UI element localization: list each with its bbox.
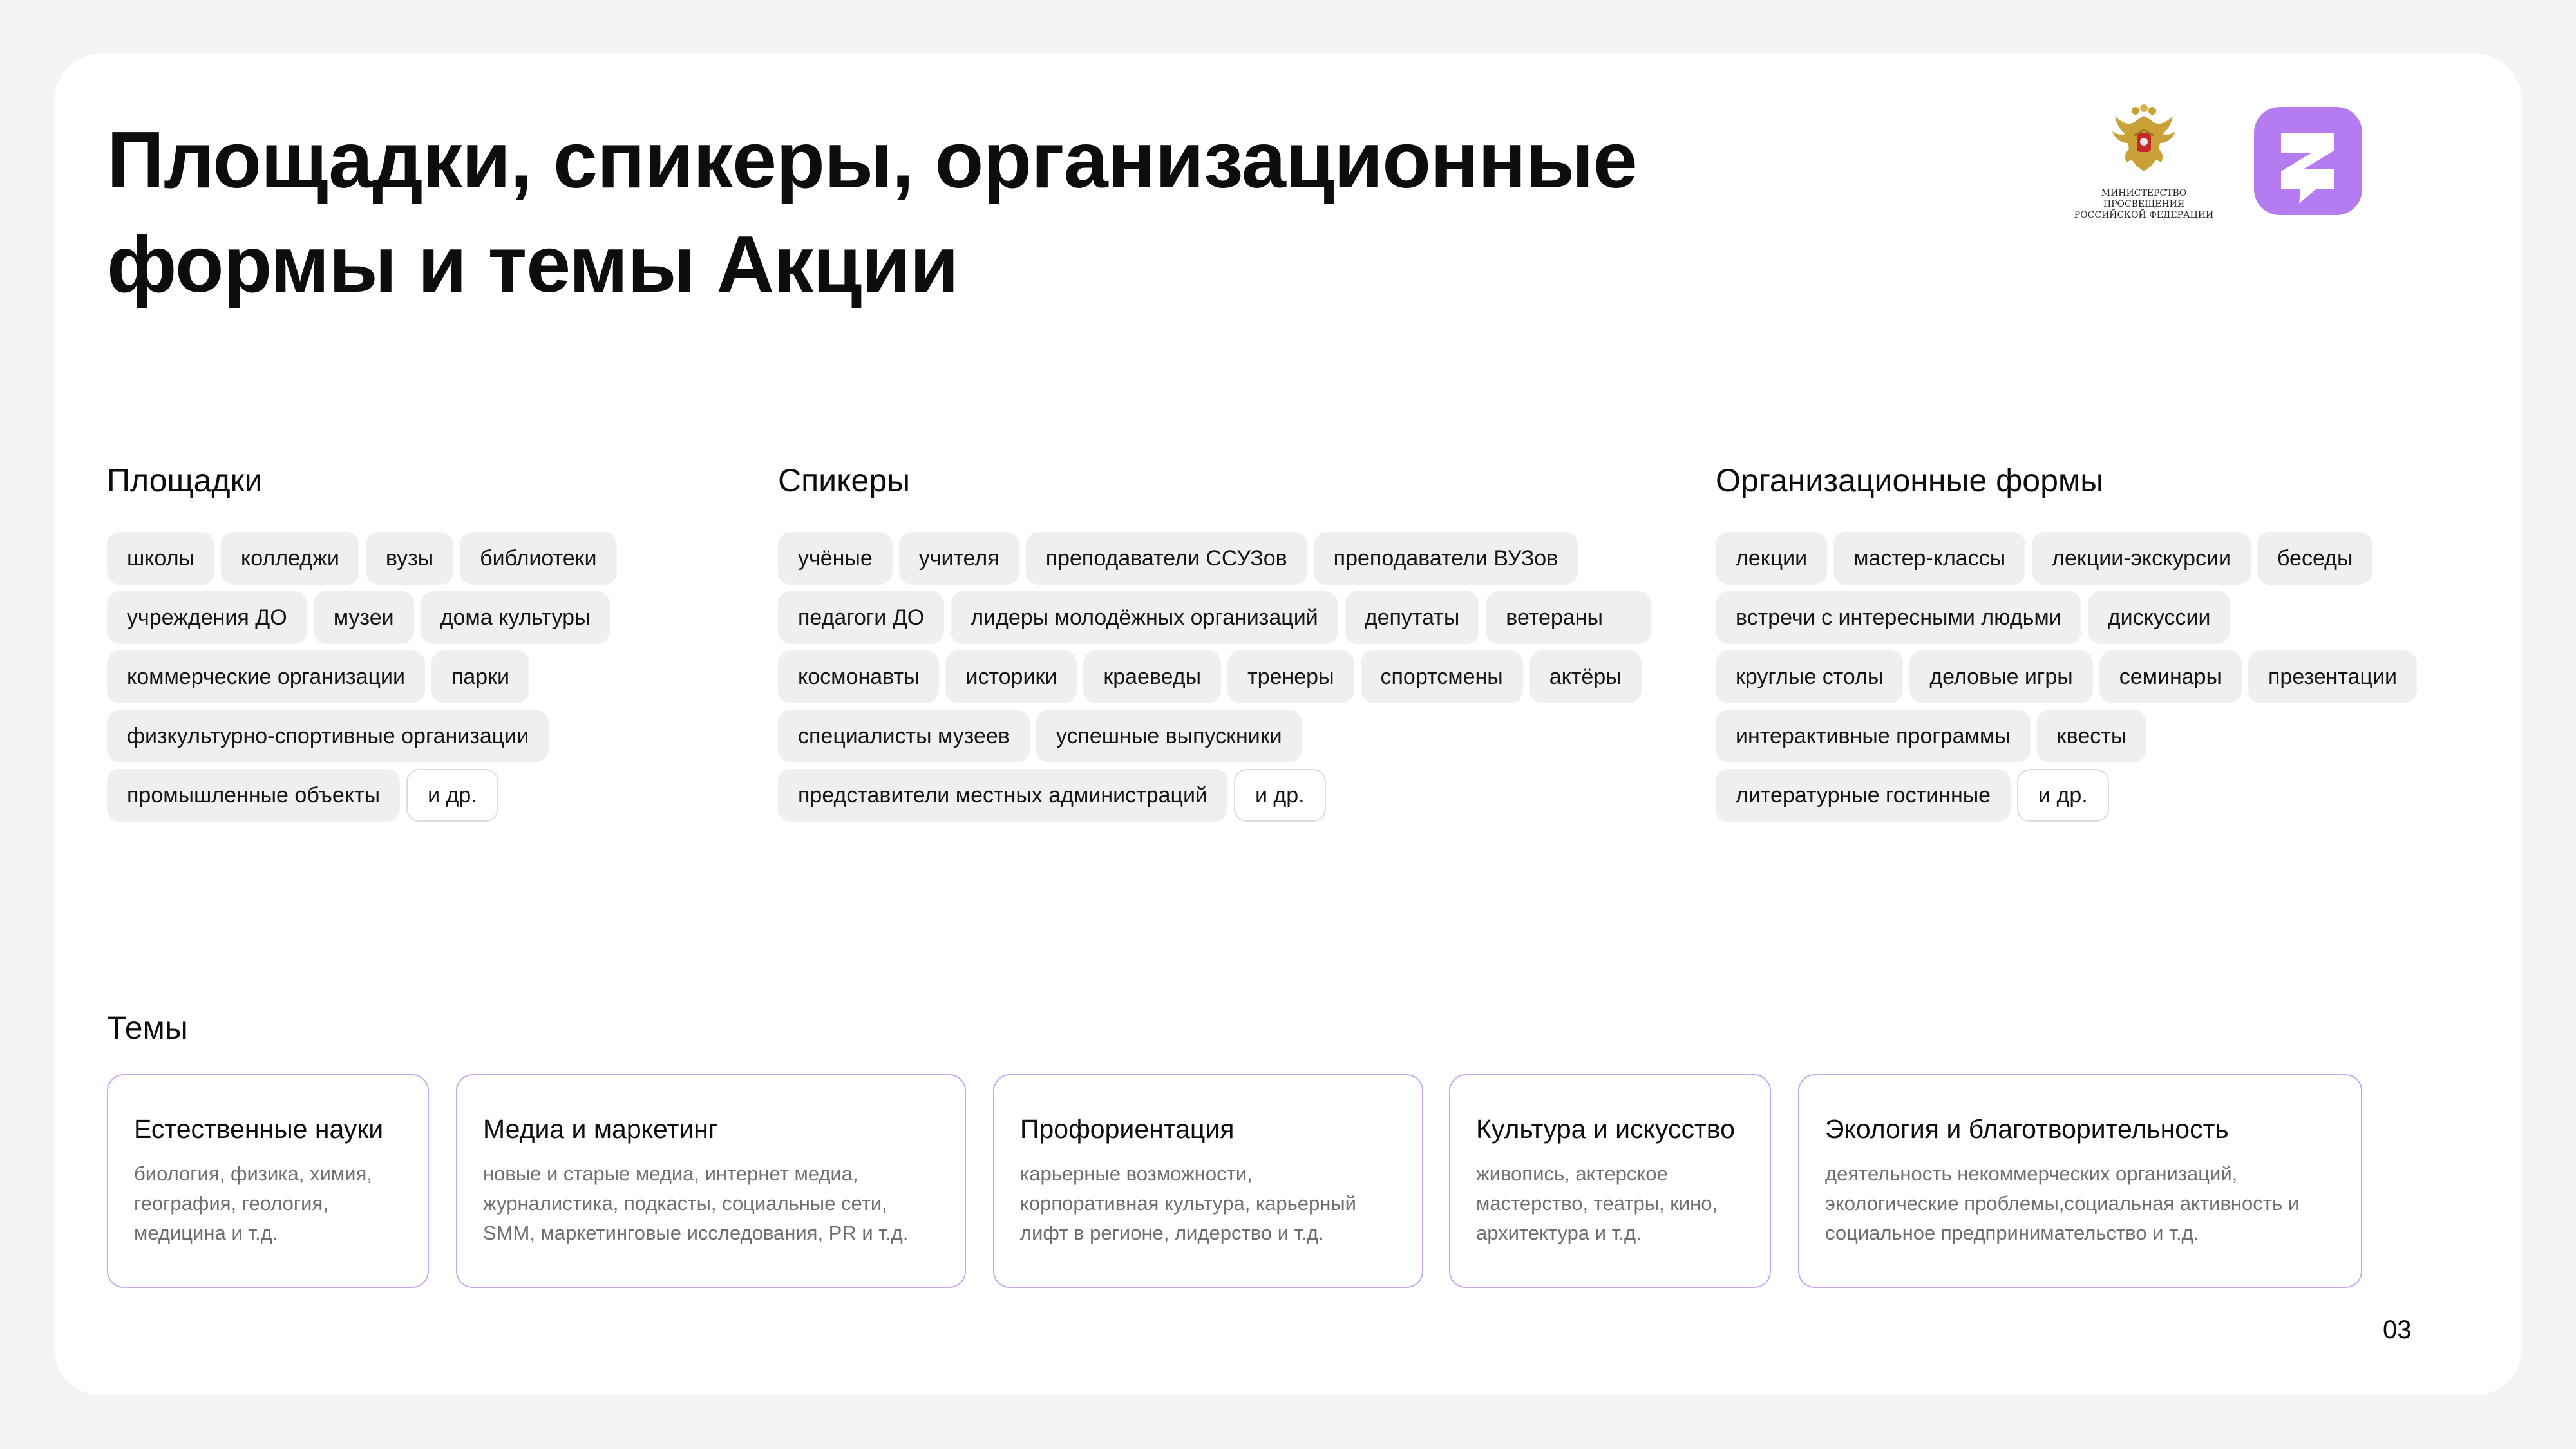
speaker-tag: преподаватели ССУЗов <box>1026 532 1307 585</box>
format-tag: круглые столы <box>1716 650 1903 703</box>
venue-tag: школы <box>107 532 214 585</box>
speakers-heading: Спикеры <box>778 462 911 498</box>
format-tag: лекции <box>1716 532 1827 585</box>
venues-tag-list <box>107 532 687 822</box>
coat-of-arms-icon <box>2110 104 2178 176</box>
topic-card <box>993 1074 1423 1288</box>
page-number: 03 <box>2383 1316 2412 1344</box>
speaker-tag: тренеры <box>1227 650 1354 703</box>
format-tag: литературные гостинные <box>1716 769 2011 822</box>
topic-title: Профориентация <box>1020 1114 1235 1144</box>
speaker-tag-more: и др. <box>1234 769 1326 822</box>
format-tag: семинары <box>2099 650 2242 703</box>
topic-description: деятельность некоммерческих организаций, экологические проблемы,социальная активность и социальное предпринимательство и т.д. <box>1825 1162 2300 1244</box>
speakers-section <box>778 457 1680 822</box>
venue-tag: парки <box>431 650 529 703</box>
format-tag: лекции-экскурсии <box>2032 532 2251 585</box>
venue-tag: учреждения ДО <box>107 591 307 644</box>
topic-title: Экология и благотворительность <box>1825 1114 2229 1144</box>
title-line-1: Площадки, спикеры, организационные <box>107 116 1637 205</box>
speaker-tag: космонавты <box>778 650 939 703</box>
venues-heading: Площадки <box>107 462 263 498</box>
ministry-caption <box>2070 188 2218 221</box>
format-tag: встречи с интересными людьми <box>1716 591 2081 644</box>
speaker-tag: успешные выпускники <box>1036 710 1302 762</box>
topic-description: биология, физика, химия, география, геология, медицина и т.д. <box>134 1162 372 1244</box>
speaker-tag: представители местных администраций <box>778 769 1227 822</box>
topic-card <box>1798 1074 2362 1288</box>
format-tag: квесты <box>2037 710 2146 762</box>
speaker-tag: краеведы <box>1083 650 1221 703</box>
format-tag: интерактивные программы <box>1716 710 2031 762</box>
ministry-caption-line-1: МИНИСТЕРСТВО ПРОСВЕЩЕНИЯ <box>2101 188 2187 209</box>
speaker-tag: ветераны <box>1486 591 1651 644</box>
speaker-tag: актёры <box>1530 650 1642 703</box>
venue-tag-more: и др. <box>406 769 498 822</box>
topic-title: Медиа и маркетинг <box>483 1114 718 1144</box>
speaker-tag: педагоги ДО <box>778 591 944 644</box>
page-title <box>107 108 1846 317</box>
speaker-tag: преподаватели ВУЗов <box>1314 532 1578 585</box>
formats-tag-list <box>1716 532 2424 822</box>
speaker-tag: учителя <box>899 532 1019 585</box>
formats-heading: Организационные формы <box>1716 462 2104 498</box>
venue-tag: музеи <box>314 591 414 644</box>
speaker-tag: депутаты <box>1345 591 1480 644</box>
venue-tag: коммерческие организации <box>107 650 425 703</box>
format-tag-more: и др. <box>2017 769 2109 822</box>
brand-logo <box>2254 107 2362 215</box>
format-tag: мастер-классы <box>1833 532 2025 585</box>
topic-card <box>107 1074 429 1288</box>
topic-card <box>456 1074 966 1288</box>
format-tag: беседы <box>2257 532 2372 585</box>
topic-title: Естественные науки <box>134 1114 384 1144</box>
venues-section <box>107 457 687 822</box>
topic-description: карьерные возможности, корпоративная культура, карьерный лифт в регионе, лидерство и т.д. <box>1020 1162 1356 1244</box>
venue-tag: физкультурно-спортивные организации <box>107 710 549 762</box>
topic-card <box>1449 1074 1771 1288</box>
venue-tag: дома культуры <box>421 591 611 644</box>
ministry-caption-line-2: РОССИЙСКОЙ ФЕДЕРАЦИИ <box>2074 210 2214 220</box>
speaker-tag: учёные <box>778 532 893 585</box>
venue-tag: промышленные объекты <box>107 769 400 822</box>
venue-tag: библиотеки <box>460 532 616 585</box>
topic-title: Культура и искусство <box>1476 1114 1735 1144</box>
topics-heading: Темы <box>107 1010 188 1046</box>
format-tag: дискуссии <box>2088 591 2231 644</box>
format-tag: презентации <box>2248 650 2417 703</box>
speaker-tag: историки <box>945 650 1077 703</box>
speakers-tag-list <box>778 532 1680 822</box>
formats-section <box>1716 457 2424 822</box>
speaker-tag: специалисты музеев <box>778 710 1030 762</box>
ministry-logo <box>2070 104 2218 220</box>
venue-tag: колледжи <box>221 532 359 585</box>
format-tag: деловые игры <box>1909 650 2092 703</box>
title-line-2: формы и темы Акции <box>107 220 958 309</box>
venue-tag: вузы <box>366 532 453 585</box>
speaker-tag: спортсмены <box>1361 650 1523 703</box>
brand-logo-icon <box>2254 107 2362 215</box>
topic-description: живопись, актерское мастерство, театры, кино, архитектура и т.д. <box>1476 1162 1718 1244</box>
topic-description: новые и старые медиа, интернет медиа, журналистика, подкасты, социальные сети, SMM, маркетинговые исследования, PR и т.д. <box>483 1162 909 1244</box>
speaker-tag: лидеры молодёжных организаций <box>951 591 1338 644</box>
